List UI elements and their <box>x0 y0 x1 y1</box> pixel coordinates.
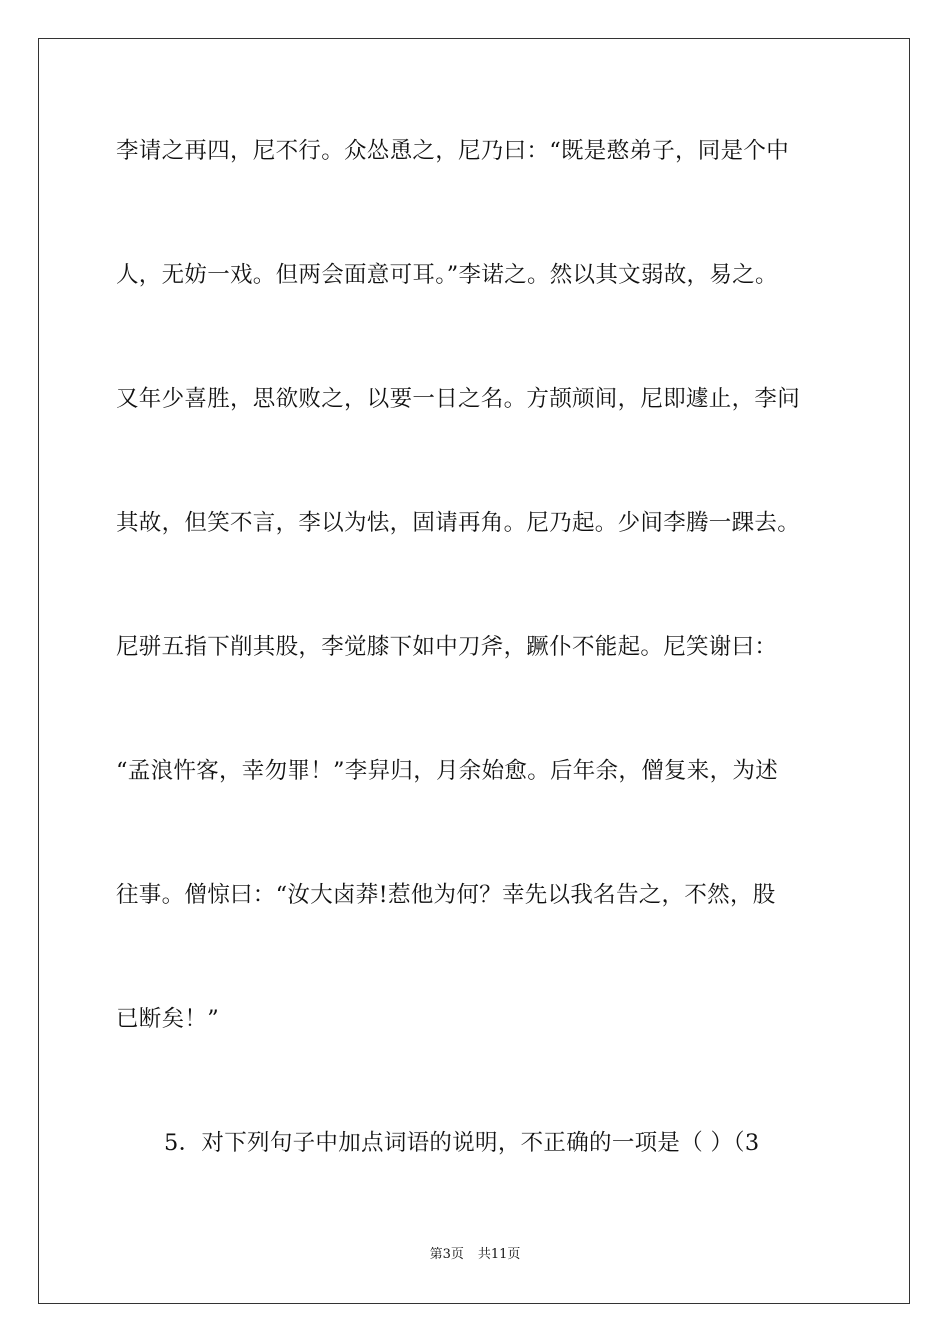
question-5-line: 5．对下列句子中加点词语的说明，不正确的一项是（ ）（3 <box>164 1130 760 1156</box>
body-line-4: 其故，但笑不言，李以为怯，固请再角。尼乃起。少间李腾一踝去。 <box>116 510 801 536</box>
body-line-5: 尼骈五指下削其股，李觉膝下如中刀斧，蹶仆不能起。尼笑谢曰： <box>116 634 778 660</box>
page-border <box>38 38 910 1304</box>
body-line-1: 李请之再四，尼不行。众怂恿之，尼乃曰：“既是憨弟子，同是个中 <box>116 138 790 164</box>
page-footer <box>0 1246 950 1264</box>
body-line-2: 人，无妨一戏。但两会面意可耳。”李诺之。然以其文弱故，易之。 <box>116 262 778 288</box>
body-line-3: 又年少喜胜，思欲败之，以要一日之名。方颉颃间，尼即遽止，李问 <box>116 386 801 412</box>
page-total: 共11页 <box>477 1247 521 1262</box>
body-line-8: 已断矣！” <box>116 1006 220 1032</box>
body-line-6: “孟浪忤客，幸勿罪！”李舁归，月余始愈。后年余，僧复来，为述 <box>116 758 779 784</box>
body-line-7: 往事。僧惊曰：“汝大卤莽!惹他为何？幸先以我名告之，不然，股 <box>116 882 776 908</box>
page-number: 第3页 <box>429 1247 464 1262</box>
